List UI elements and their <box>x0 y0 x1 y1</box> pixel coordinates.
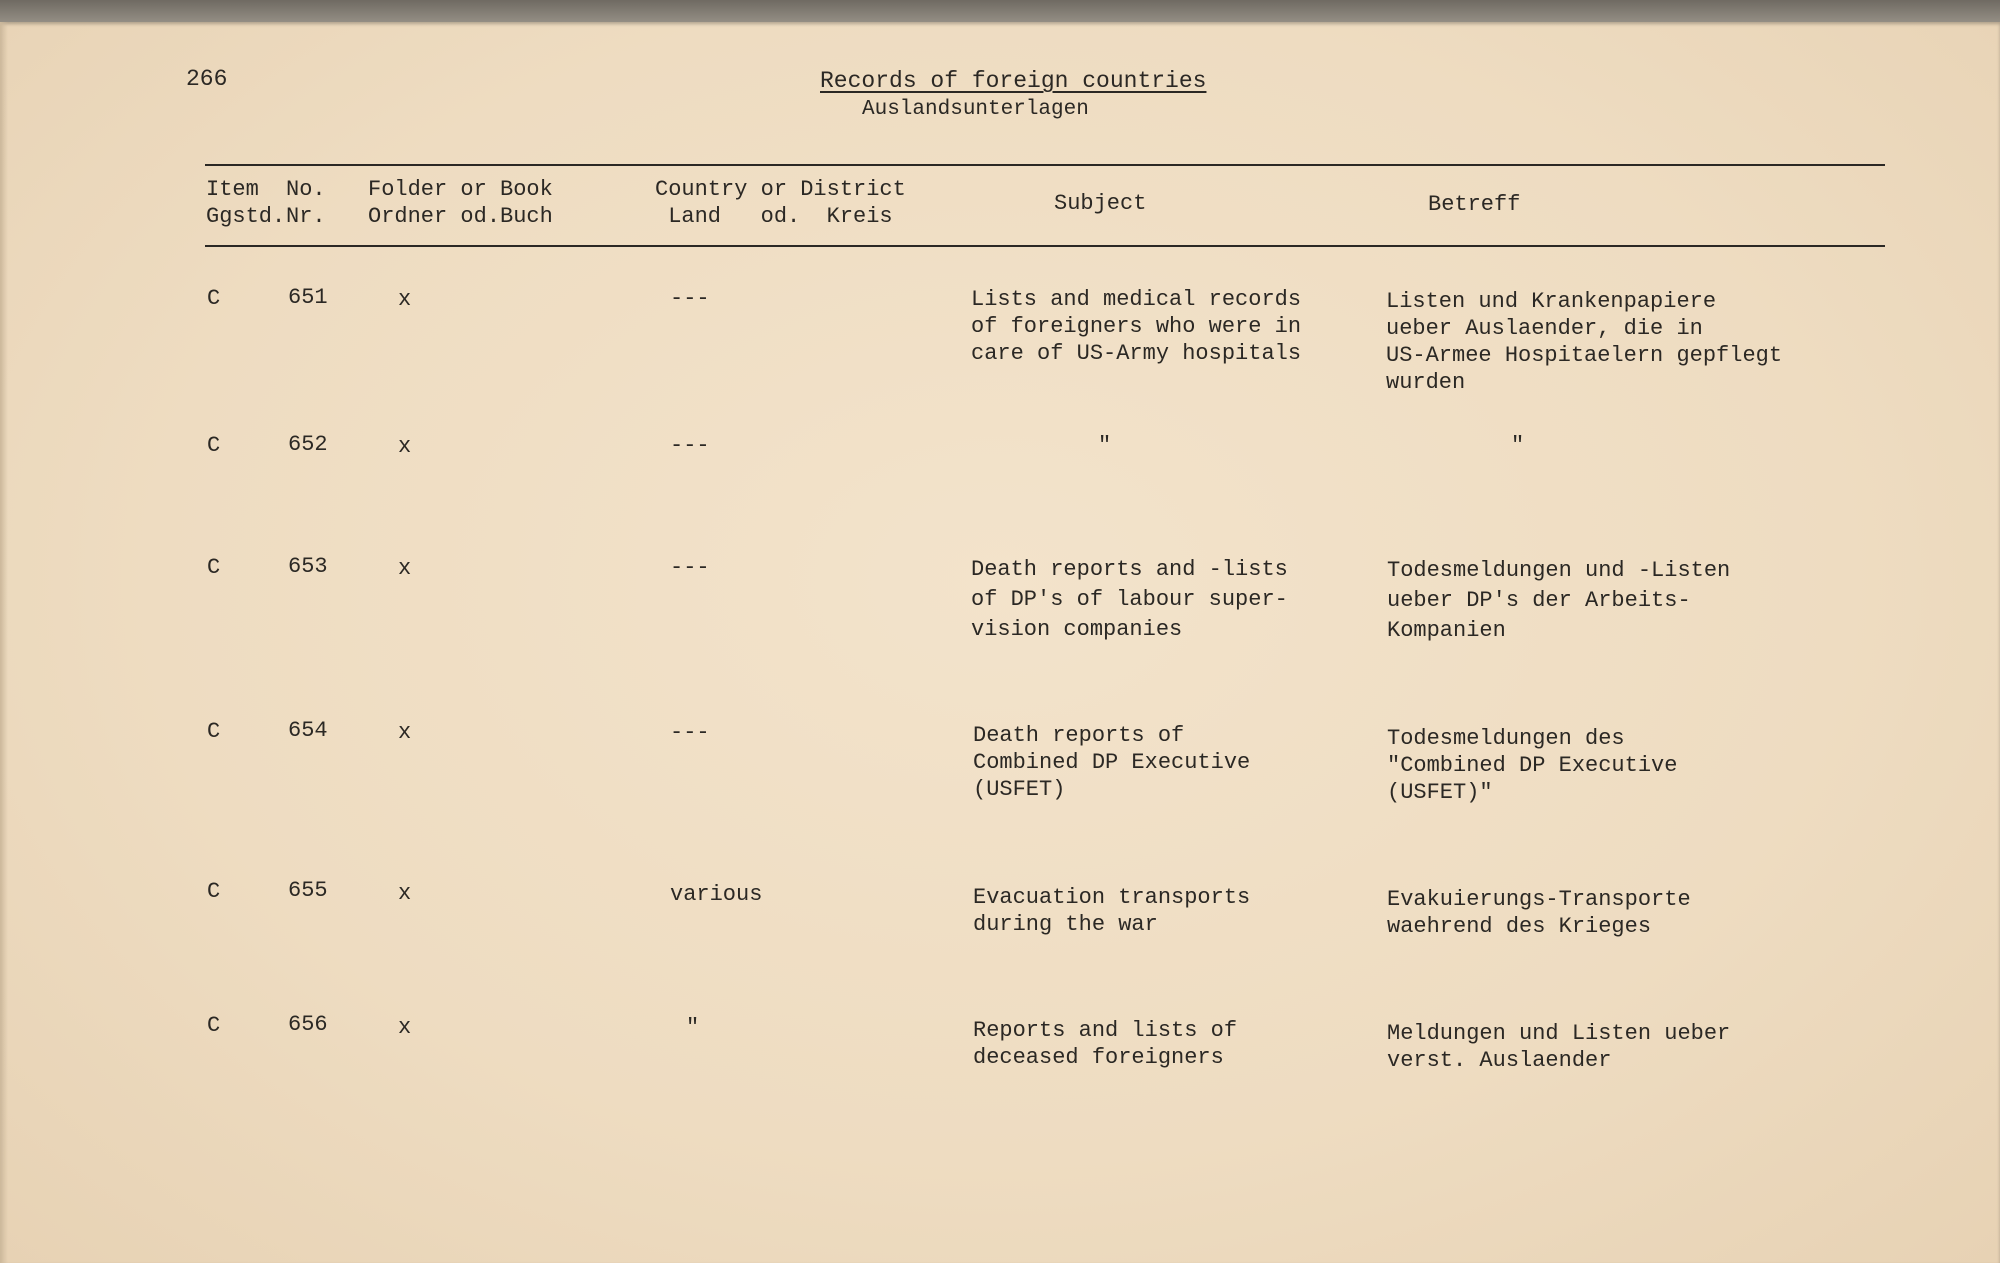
row-country: --- <box>670 720 710 745</box>
row-no: 653 <box>288 554 328 579</box>
row-folder: x <box>398 1015 412 1040</box>
row-betreff: Meldungen und Listen ueber verst. Auslaender <box>1387 1021 1731 1073</box>
page-title: Records of foreign countries <box>820 68 1207 94</box>
row-betreff: Evakuierungs-Transporte waehrend des Krieges <box>1387 887 1691 939</box>
page-subtitle: Auslandsunterlagen <box>862 98 1089 121</box>
row-betreff: Todesmeldungen und -Listen ueber DP's der Arbeits- Kompanien <box>1387 558 1731 643</box>
row-item: C <box>207 286 221 311</box>
row-item: C <box>207 555 221 580</box>
row-betreff: Listen und Krankenpapiere ueber Auslaender, die in US-Armee Hospitaelern gepflegt wurden <box>1386 289 1783 395</box>
row-country: " <box>686 1015 700 1040</box>
row-folder: x <box>398 287 412 312</box>
row-country: --- <box>670 433 710 458</box>
row-betreff: " <box>1511 433 1525 458</box>
table-top-rule <box>205 164 1885 166</box>
row-subject: Evacuation transports during the war <box>973 885 1251 937</box>
row-item: C <box>207 879 221 904</box>
row-betreff: Todesmeldungen des "Combined DP Executive (USFET)" <box>1387 726 1678 805</box>
page-edge-shadow <box>0 22 8 1263</box>
header-betreff: Betreff <box>1428 192 1521 217</box>
header-country: Country or District Land od. Kreis <box>655 177 906 229</box>
row-subject: " <box>1098 433 1112 458</box>
row-country: various <box>670 882 763 907</box>
row-subject: Death reports of Combined DP Executive (USFET) <box>973 723 1251 802</box>
row-no: 652 <box>288 432 328 457</box>
page-number: 266 <box>186 66 228 92</box>
row-subject: Lists and medical records of foreigners who were in care of US-Army hospitals <box>971 287 1302 366</box>
row-folder: x <box>398 556 412 581</box>
row-item: C <box>207 433 221 458</box>
header-folder: Folder or Book Ordner od.Buch <box>368 177 553 229</box>
row-subject: Reports and lists of deceased foreigners <box>973 1018 1238 1070</box>
header-no: No. Nr. <box>286 177 326 229</box>
header-subject: Subject <box>1054 191 1147 216</box>
row-no: 656 <box>288 1012 328 1037</box>
header-item: Item Ggstd. <box>206 177 286 229</box>
row-folder: x <box>398 881 412 906</box>
row-no: 654 <box>288 718 328 743</box>
table-header-rule <box>205 245 1885 247</box>
row-no: 651 <box>288 285 328 310</box>
row-item: C <box>207 719 221 744</box>
row-no: 655 <box>288 878 328 903</box>
row-item: C <box>207 1013 221 1038</box>
row-country: --- <box>670 555 710 580</box>
row-country: --- <box>670 286 710 311</box>
row-folder: x <box>398 720 412 745</box>
row-subject: Death reports and -lists of DP's of labour super- vision companies <box>971 557 1288 642</box>
row-folder: x <box>398 434 412 459</box>
